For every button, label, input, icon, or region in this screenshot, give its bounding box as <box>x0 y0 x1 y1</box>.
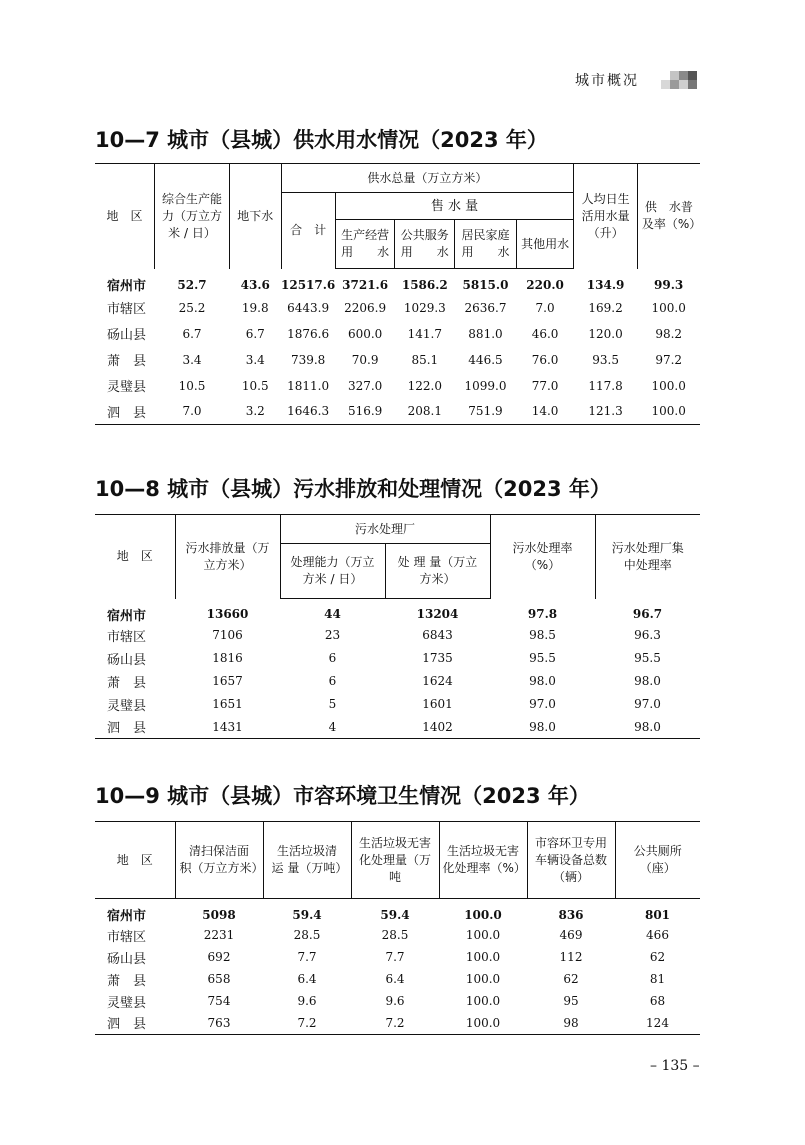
value-cell: 6.4 <box>297 972 317 986</box>
table-row <box>95 295 700 321</box>
value-cell: 1624 <box>422 674 453 688</box>
table-10-8-title: 10—8 城市（县城）污水排放和处理情况（2023 年） <box>95 477 611 501</box>
header-production-use: 生产经营用 水 <box>335 220 395 269</box>
value-cell: 76.0 <box>531 352 559 367</box>
table-row <box>95 624 700 647</box>
value-cell: 23 <box>324 628 341 642</box>
value-cell: 112 <box>559 950 583 964</box>
value-cell: 1431 <box>212 719 243 734</box>
value-cell: 43.6 <box>240 277 270 292</box>
value-cell: 98.0 <box>634 674 661 688</box>
value-cell: 46.0 <box>531 326 559 341</box>
header-region: 地 区 <box>116 549 153 564</box>
value-cell: 6 <box>328 674 337 688</box>
header-decoration <box>661 70 691 90</box>
region-cell: 萧 县 <box>107 675 147 691</box>
value-cell: 6.4 <box>385 972 405 986</box>
value-cell: 97.0 <box>634 697 661 711</box>
region-cell: 市辖区 <box>107 302 147 317</box>
value-cell: 10.5 <box>241 378 269 393</box>
value-cell: 739.8 <box>290 352 326 367</box>
table-row <box>95 924 700 946</box>
value-cell: 3.4 <box>182 352 202 367</box>
value-cell: 100.0 <box>465 950 501 964</box>
table-row <box>95 599 700 624</box>
value-cell: 62 <box>563 972 579 986</box>
region-cell: 市辖区 <box>107 629 147 645</box>
value-cell: 1586.2 <box>401 277 448 292</box>
header-production-capacity: 综合生产能力（万立方米 / 日） <box>155 164 230 269</box>
value-cell: 801 <box>644 907 671 922</box>
value-cell: 6843 <box>422 628 453 642</box>
table-row <box>95 716 700 739</box>
value-cell: 1029.3 <box>403 300 446 315</box>
table-row <box>95 347 700 373</box>
section-label: 城市概况 <box>575 73 639 89</box>
value-cell: 469 <box>559 928 583 942</box>
region-cell: 泗 县 <box>107 1017 147 1033</box>
value-cell: 516.9 <box>347 404 383 419</box>
value-cell: 6.7 <box>245 326 265 341</box>
value-cell: 7.7 <box>297 950 317 964</box>
value-cell: 5815.0 <box>462 277 509 292</box>
table-row <box>95 269 700 295</box>
value-cell: 98.0 <box>634 719 661 734</box>
table-row <box>95 399 700 425</box>
value-cell: 1735 <box>422 651 453 665</box>
value-cell: 466 <box>646 928 669 942</box>
value-cell: 600.0 <box>347 326 383 341</box>
value-cell: 692 <box>207 950 231 964</box>
page-number: – 135 – <box>650 1058 700 1074</box>
value-cell: 62 <box>649 950 666 964</box>
value-cell: 1816 <box>212 651 243 665</box>
value-cell: 6 <box>328 651 337 665</box>
value-cell: 98.0 <box>529 719 556 734</box>
value-cell: 7.2 <box>297 1015 317 1030</box>
value-cell: 100.0 <box>651 300 686 315</box>
value-cell: 134.9 <box>586 277 625 292</box>
table-row <box>95 647 700 670</box>
value-cell: 52.7 <box>177 277 207 292</box>
value-cell: 2206.9 <box>344 300 387 315</box>
region-cell: 宿州市 <box>107 279 147 294</box>
value-cell: 68 <box>649 994 666 1008</box>
value-cell: 100.0 <box>651 404 686 419</box>
region-cell: 市辖区 <box>107 929 147 945</box>
value-cell: 751.9 <box>468 404 503 419</box>
value-cell: 10.5 <box>178 378 206 393</box>
region-cell: 灵璧县 <box>107 380 147 395</box>
value-cell: 2231 <box>203 928 235 942</box>
region-cell: 宿州市 <box>107 909 147 924</box>
value-cell: 763 <box>207 1015 231 1030</box>
header-water-sales: 售 水 量 <box>335 193 574 220</box>
value-cell: 169.2 <box>588 300 623 315</box>
table-10-9-title: 10—9 城市（县城）市容环境卫生情况（2023 年） <box>95 784 590 808</box>
header-supply-total: 供水总量（万立方米） <box>281 164 574 193</box>
value-cell: 95.5 <box>634 651 661 665</box>
region-cell: 宿州市 <box>107 608 147 624</box>
value-cell: 1651 <box>212 697 243 711</box>
value-cell: 100.0 <box>651 378 686 393</box>
region-cell: 泗 县 <box>107 405 147 421</box>
value-cell: 658 <box>207 972 231 986</box>
value-cell: 141.7 <box>407 326 442 341</box>
value-cell: 96.3 <box>634 628 661 642</box>
value-cell: 85.1 <box>411 352 439 367</box>
region-cell: 灵璧县 <box>107 995 147 1011</box>
region-cell: 萧 县 <box>107 973 147 989</box>
value-cell: 1646.3 <box>287 404 330 419</box>
value-cell: 4 <box>328 719 337 734</box>
header-treatment-capacity: 处理能力（万立方米 / 日） <box>280 544 385 599</box>
value-cell: 208.1 <box>407 404 442 419</box>
header-household-use: 居民家庭用 水 <box>455 220 517 269</box>
value-cell: 70.9 <box>351 352 379 367</box>
value-cell: 28.5 <box>381 928 409 942</box>
value-cell: 3.2 <box>245 404 265 419</box>
value-cell: 1657 <box>212 674 243 688</box>
header-groundwater: 地下水 <box>230 164 282 269</box>
table-row <box>95 990 700 1012</box>
value-cell: 124 <box>646 1015 669 1030</box>
value-cell: 100.0 <box>464 907 502 922</box>
value-cell: 121.3 <box>588 404 623 419</box>
region-cell: 砀山县 <box>107 951 147 967</box>
table-row <box>95 899 700 925</box>
header-region: 地 区 <box>95 822 175 899</box>
header-cleaning-area: 清扫保洁面 积（万立方米） <box>175 822 263 899</box>
value-cell: 100.0 <box>465 972 501 986</box>
value-cell: 327.0 <box>347 378 383 393</box>
value-cell: 6.7 <box>182 326 202 341</box>
value-cell: 98 <box>563 1015 579 1030</box>
header-garbage-volume: 生活垃圾清 运 量（万吨） <box>263 822 351 899</box>
value-cell: 100.0 <box>465 1015 501 1030</box>
header-harmless-rate: 生活垃圾无害化处理率（%） <box>439 822 527 899</box>
value-cell: 97.2 <box>655 352 683 367</box>
value-cell: 2636.7 <box>464 300 507 315</box>
table-10-7-title: 10—7 城市（县城）供水用水情况（2023 年） <box>95 128 548 152</box>
value-cell: 59.4 <box>380 907 410 922</box>
value-cell: 122.0 <box>407 378 442 393</box>
region-cell: 萧 县 <box>107 354 147 369</box>
value-cell: 99.3 <box>654 277 684 292</box>
value-cell: 97.0 <box>529 697 556 711</box>
value-cell: 59.4 <box>292 907 322 922</box>
value-cell: 9.6 <box>385 994 405 1008</box>
value-cell: 1811.0 <box>287 378 330 393</box>
value-cell: 81 <box>649 972 666 986</box>
value-cell: 44 <box>324 607 341 622</box>
value-cell: 100.0 <box>465 994 501 1008</box>
value-cell: 446.5 <box>468 352 503 367</box>
value-cell: 881.0 <box>468 326 503 341</box>
value-cell: 1099.0 <box>464 378 507 393</box>
value-cell: 3.4 <box>245 352 265 367</box>
value-cell: 19.8 <box>241 300 269 315</box>
table-row <box>95 321 700 347</box>
header-harmless-volume: 生活垃圾无害化处理量（万吨 <box>351 822 439 899</box>
region-cell: 砀山县 <box>107 328 147 343</box>
header-public-toilets: 公共厕所（座） <box>615 822 700 899</box>
value-cell: 120.0 <box>588 326 623 341</box>
value-cell: 98.0 <box>529 674 556 688</box>
value-cell: 6443.9 <box>287 300 330 315</box>
table-row <box>95 968 700 990</box>
header-total: 合 计 <box>281 193 335 269</box>
value-cell: 7.7 <box>385 950 405 964</box>
value-cell: 100.0 <box>465 928 501 942</box>
header-per-capita: 人均日生活用水量（升） <box>574 164 638 269</box>
value-cell: 836 <box>558 907 584 922</box>
value-cell: 117.8 <box>588 378 623 393</box>
value-cell: 95.5 <box>529 651 556 665</box>
value-cell: 97.8 <box>527 607 558 621</box>
value-cell: 9.6 <box>297 994 317 1008</box>
table-10-7 <box>95 163 700 425</box>
header-region: 地 区 <box>106 208 143 223</box>
value-cell: 98.5 <box>529 628 556 642</box>
table-10-9 <box>95 821 700 1035</box>
value-cell: 25.2 <box>178 300 206 315</box>
table-row <box>95 373 700 399</box>
table-row <box>95 670 700 693</box>
value-cell: 220.0 <box>526 277 564 292</box>
value-cell: 93.5 <box>592 352 619 367</box>
header-sanitation-vehicles: 市容环卫专用车辆设备总数（辆） <box>527 822 615 899</box>
table-row <box>95 693 700 716</box>
header-sewage-discharge: 污水排放量（万立方米） <box>175 515 280 599</box>
value-cell: 1402 <box>422 719 453 734</box>
value-cell: 3721.6 <box>342 277 389 292</box>
value-cell: 7.0 <box>182 404 202 419</box>
value-cell: 754 <box>207 994 231 1008</box>
header-treatment-volume: 处 理 量（万立方米） <box>385 544 490 599</box>
region-cell: 灵璧县 <box>107 698 147 714</box>
region-cell: 砀山县 <box>107 652 147 668</box>
value-cell: 13660 <box>206 607 249 621</box>
value-cell: 14.0 <box>531 404 559 419</box>
value-cell: 7.2 <box>385 1015 405 1030</box>
running-header <box>575 68 710 92</box>
value-cell: 13204 <box>416 607 459 622</box>
table-row <box>95 1012 700 1034</box>
value-cell: 77.0 <box>531 378 559 393</box>
value-cell: 7.0 <box>535 300 555 315</box>
header-other-use: 其他用水 <box>516 220 574 269</box>
value-cell: 1601 <box>422 697 453 711</box>
value-cell: 5098 <box>202 907 236 922</box>
value-cell: 95 <box>563 994 579 1008</box>
value-cell: 7106 <box>212 628 243 642</box>
value-cell: 96.7 <box>632 607 663 621</box>
header-treatment-rate: 污水处理率（%） <box>490 515 595 599</box>
table-row <box>95 946 700 968</box>
header-sewage-plant: 污水处理厂 <box>280 515 490 544</box>
region-cell: 泗 县 <box>107 721 147 737</box>
value-cell: 5 <box>328 697 337 711</box>
value-cell: 12517.6 <box>281 277 336 292</box>
header-public-service-use: 公共服务用 水 <box>395 220 455 269</box>
value-cell: 98.2 <box>655 326 683 341</box>
header-concentrated-rate: 污水处理厂集中处理率 <box>595 515 700 599</box>
value-cell: 28.5 <box>293 928 321 942</box>
table-10-8 <box>95 514 700 739</box>
value-cell: 1876.6 <box>287 326 330 341</box>
header-coverage: 供 水普及率（%） <box>637 164 700 269</box>
